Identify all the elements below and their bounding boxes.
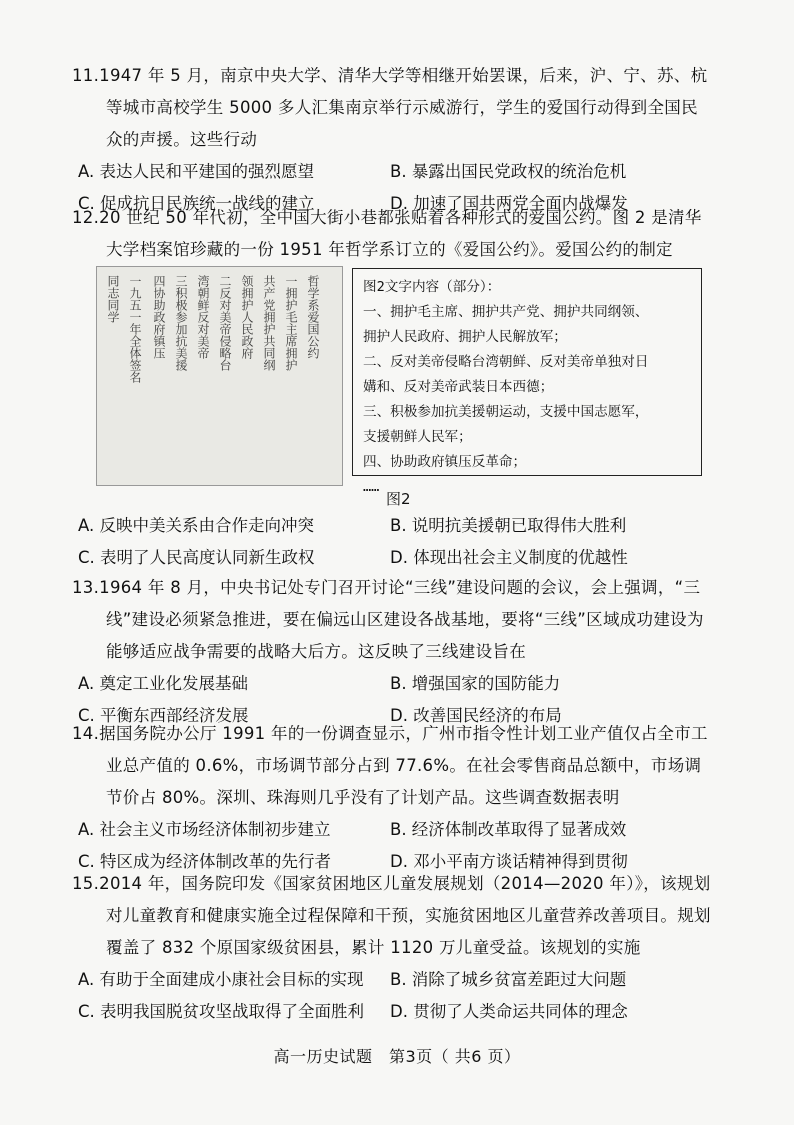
question-11 xyxy=(72,60,712,220)
question-12 xyxy=(72,202,712,266)
page-footer: 高一历史试题 第3页（ 共6 页） xyxy=(273,1047,521,1066)
textbox-line: 媾和、反对美帝武装日本西德； xyxy=(363,379,554,395)
option-c: C. 表明我国脱贫攻坚战取得了全面胜利 xyxy=(78,1002,365,1021)
textbox-line: 图2文字内容（部分）： xyxy=(363,279,501,295)
textbox-line: 二、反对美帝侵略台湾朝鲜、反对美帝单独对日 xyxy=(363,354,649,370)
textbox-line: 一、拥护毛主席、拥护共产党、拥护共同纲领、 xyxy=(363,304,649,320)
textbox-line: 三、积极参加抗美援朝运动，支援中国志愿军， xyxy=(363,404,649,420)
option-b: B. 增强国家的国防能力 xyxy=(390,674,561,693)
transcription-box xyxy=(352,268,702,495)
option-b: B. 经济体制改革取得了显著成效 xyxy=(390,820,627,839)
question-stem: 12.20 世纪 50 年代初，全中国大街小巷都张贴着各种形式的爱国公约。图 2 是清华大学档案馆珍藏的一份 1951 年哲学系订立的《爱国公约》。爱国公约的制定 xyxy=(72,208,702,259)
option-b: B. 暴露出国民党政权的统治危机 xyxy=(390,162,627,181)
question-stem: 15.2014 年，国务院印发《国家贫困地区儿童发展规划（2014—2020 年）》，该规划对儿童教育和健康实施全过程保障和干预，实施贫困地区儿童营养改善项目。规划覆盖了 832 个原国家级贫困县，累计 1120 万儿童受益。该规划的实施 xyxy=(72,874,711,957)
option-a: A. 有助于全面建成小康社会目标的实现 xyxy=(78,970,364,989)
option-b: B. 消除了城乡贫富差距过大问题 xyxy=(390,970,627,989)
option-b: B. 说明抗美援朝已取得伟大胜利 xyxy=(390,516,627,535)
option-d: D. 加速了国共两党全面内战爆发 xyxy=(390,194,628,213)
options xyxy=(72,510,712,574)
question-14 xyxy=(72,718,712,878)
archive-photo: 哲学系爱国公约 一拥护毛主席拥护 共产党拥护共同纲 领拥护人民政府 二反对美帝侵略台 湾朝鲜反对美帝 三积极参加抗美援 四协助政府镇压 一九五一年全体签名 同志同学 xyxy=(96,266,343,486)
question-stem: 11.1947 年 5 月，南京中央大学、清华大学等相继开始罢课，后来，沪、宁、苏、杭等城市高校学生 5000 多人汇集南京举行示威游行，学生的爱国行动得到全国民众的声援。这些行动 xyxy=(72,66,708,149)
option-a: A. 奠定工业化发展基础 xyxy=(78,674,248,693)
option-c: C. 促成抗日民族统一战线的建立 xyxy=(78,194,315,213)
question-stem: 13.1964 年 8 月，中央书记处专门召开讨论“三线”建设问题的会议，会上强调，“三线”建设必须紧急推进，要在偏远山区建设各战基地，要将“三线”区域成功建设为能够适应战争需要的战略大后方。这反映了三线建设旨在 xyxy=(72,578,704,661)
option-d: D. 体现出社会主义制度的优越性 xyxy=(390,548,628,567)
option-d: D. 改善国民经济的布局 xyxy=(390,706,562,725)
question-stem: 14.据国务院办公厅 1991 年的一份调查显示，广州市指令性计划工业产值仅占全市工业总产值的 0.6%，市场调节部分占到 77.6%。在社会零售商品总额中，市场调节价占 80%。深圳、珠海则几乎没有了计划产品。这些调查数据表明 xyxy=(72,724,708,807)
question-13 xyxy=(72,572,712,732)
option-d: D. 邓小平南方谈话精神得到贯彻 xyxy=(390,852,628,871)
question-12-options xyxy=(72,510,712,574)
figure-2 xyxy=(96,266,702,495)
textbox-line: …… xyxy=(363,479,380,495)
option-a: A. 反映中美关系由合作走向冲突 xyxy=(78,516,314,535)
question-15 xyxy=(72,868,712,1028)
option-c: C. 平衡东西部经济发展 xyxy=(78,706,249,725)
textbox-line: 支援朝鲜人民军； xyxy=(363,429,472,445)
option-d: D. 贯彻了人类命运共同体的理念 xyxy=(390,1002,628,1021)
options xyxy=(72,964,712,1028)
textbox-line: 拥护人民政府、拥护人民解放军； xyxy=(363,329,567,345)
option-c: C. 表明了人民高度认同新生政权 xyxy=(78,548,315,567)
option-c: C. 特区成为经济体制改革的先行者 xyxy=(78,852,332,871)
figure-caption: 图2 xyxy=(386,490,411,508)
textbox-line: 四、协助政府镇压反革命； xyxy=(363,454,527,470)
option-a: A. 社会主义市场经济体制初步建立 xyxy=(78,820,331,839)
option-a: A. 表达人民和平建国的强烈愿望 xyxy=(78,162,314,181)
